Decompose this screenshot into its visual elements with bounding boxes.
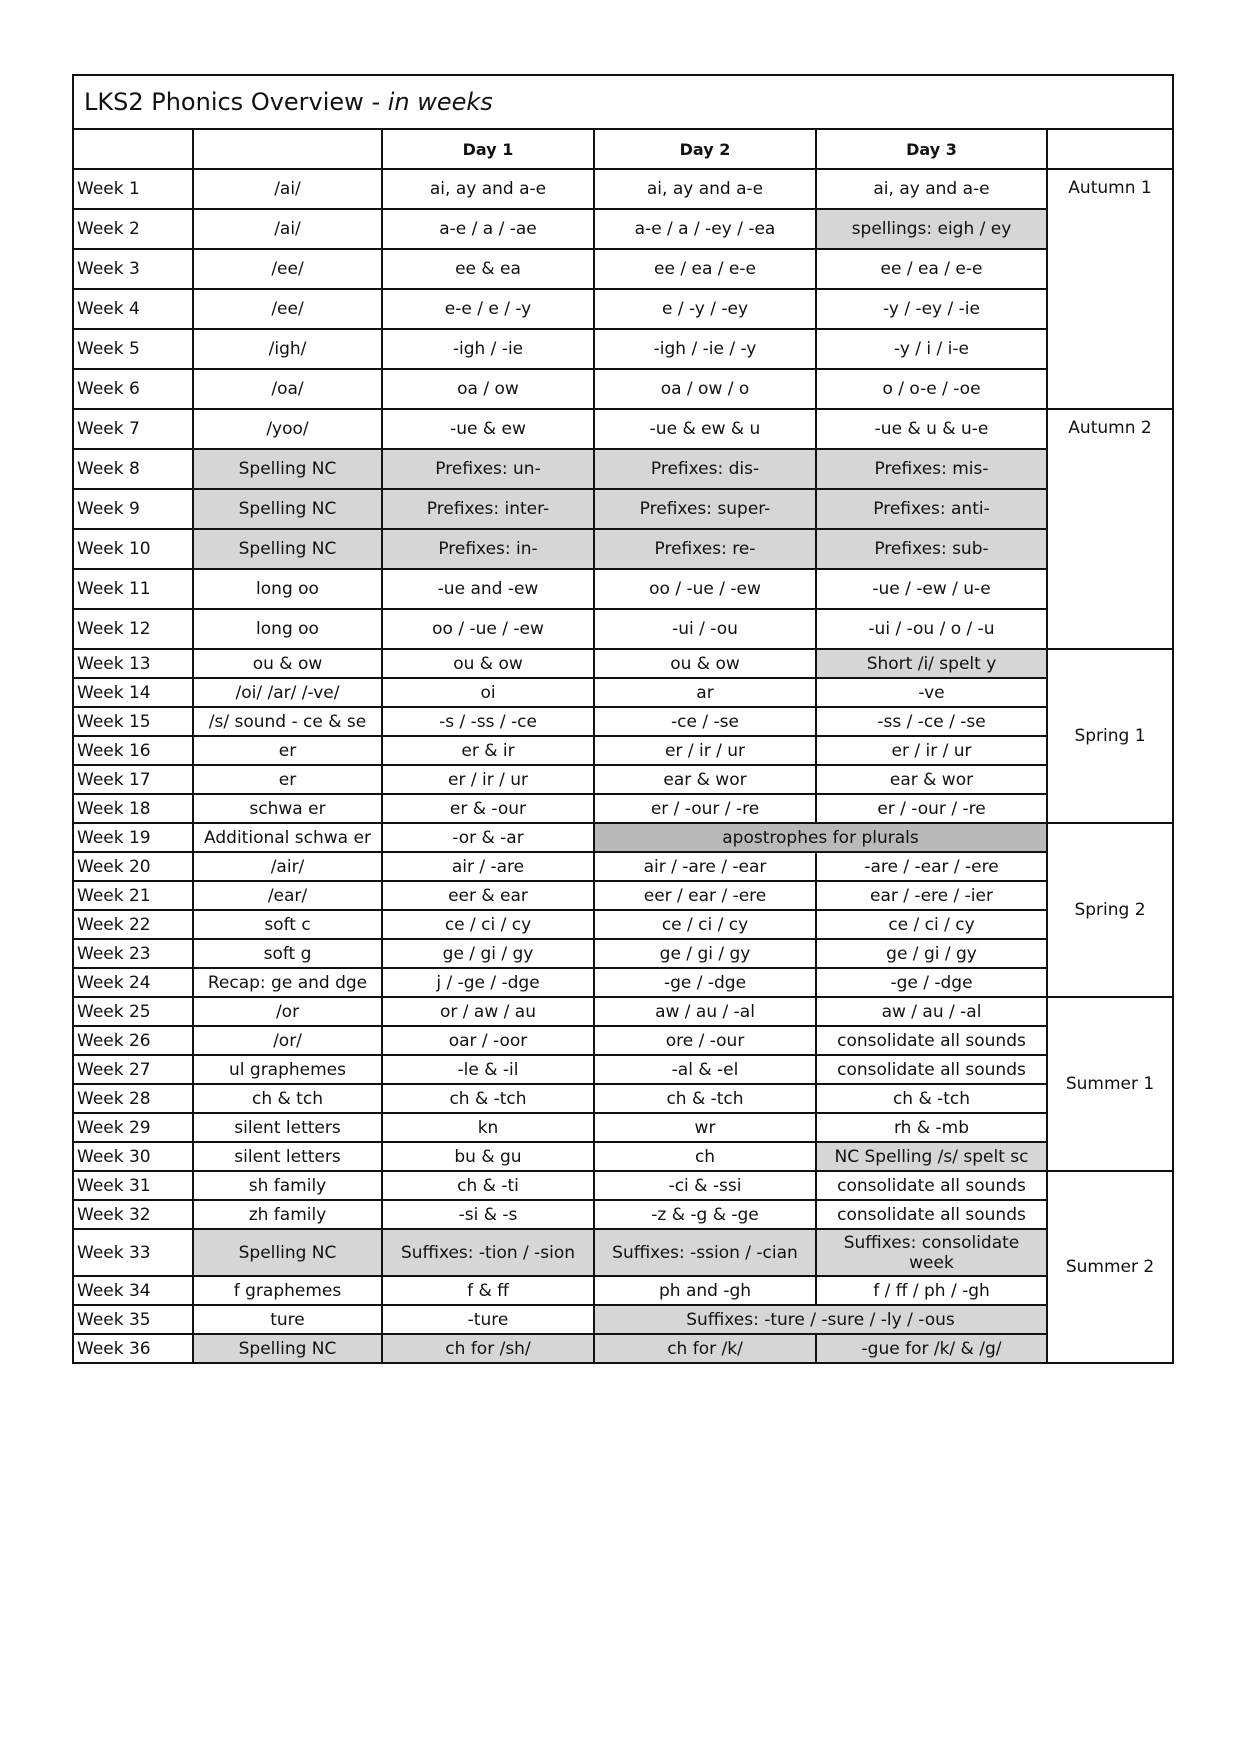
day-1-cell: oa / ow <box>382 369 594 409</box>
week-label: Week 21 <box>73 881 193 910</box>
table-row <box>73 1113 1173 1142</box>
day-2-cell: -ui / -ou <box>594 609 816 649</box>
day-1-cell: air / -are <box>382 852 594 881</box>
table-row <box>73 794 1173 823</box>
day-1-cell: er & -our <box>382 794 594 823</box>
title-emphasis: in weeks <box>387 88 493 116</box>
day-1-cell: ge / gi / gy <box>382 939 594 968</box>
day-2-cell: ee / ea / e-e <box>594 249 816 289</box>
week-label: Week 10 <box>73 529 193 569</box>
table-row <box>73 968 1173 997</box>
day-2-cell: aw / au / -al <box>594 997 816 1026</box>
day-2-cell: oo / -ue / -ew <box>594 569 816 609</box>
day-1-cell: eer & ear <box>382 881 594 910</box>
day-3-cell: er / ir / ur <box>816 736 1047 765</box>
focus-cell: /ee/ <box>193 249 382 289</box>
table-row <box>73 1200 1173 1229</box>
day-1-cell: ai, ay and a-e <box>382 169 594 209</box>
term-cell: Spring 2 <box>1047 823 1173 997</box>
day-2-cell: ge / gi / gy <box>594 939 816 968</box>
day-3-cell: ch & -tch <box>816 1084 1047 1113</box>
table-row <box>73 1084 1173 1113</box>
day-3-cell: consolidate all sounds <box>816 1055 1047 1084</box>
focus-cell: zh family <box>193 1200 382 1229</box>
day-1-cell: -si & -s <box>382 1200 594 1229</box>
table-row <box>73 649 1173 678</box>
day-1-cell: kn <box>382 1113 594 1142</box>
focus-cell: /ai/ <box>193 169 382 209</box>
table-row <box>73 449 1173 489</box>
table-row <box>73 209 1173 249</box>
day-1-cell: -ue and -ew <box>382 569 594 609</box>
day-2-cell: wr <box>594 1113 816 1142</box>
day-2-cell: -ge / -dge <box>594 968 816 997</box>
focus-cell: /or/ <box>193 1026 382 1055</box>
term-cell: Summer 1 <box>1047 997 1173 1171</box>
day-3-cell: er / -our / -re <box>816 794 1047 823</box>
table-row <box>73 369 1173 409</box>
day-2-cell: -ce / -se <box>594 707 816 736</box>
day-3-cell: NC Spelling /s/ spelt sc <box>816 1142 1047 1171</box>
day-3-cell: consolidate all sounds <box>816 1026 1047 1055</box>
focus-cell: Additional schwa er <box>193 823 382 852</box>
table-row <box>73 707 1173 736</box>
table-row <box>73 823 1173 852</box>
day-2-cell: ch for /k/ <box>594 1334 816 1363</box>
day-2-cell: er / -our / -re <box>594 794 816 823</box>
focus-cell: er <box>193 765 382 794</box>
title-row <box>73 75 1173 129</box>
day-3-cell: -ue / -ew / u-e <box>816 569 1047 609</box>
day-3-cell: -ue & u & u-e <box>816 409 1047 449</box>
table-row <box>73 939 1173 968</box>
day-1-cell: j / -ge / -dge <box>382 968 594 997</box>
focus-cell: /oi/ /ar/ /-ve/ <box>193 678 382 707</box>
focus-cell: ul graphemes <box>193 1055 382 1084</box>
week-label: Week 19 <box>73 823 193 852</box>
day-2-cell: ou & ow <box>594 649 816 678</box>
focus-cell: /or <box>193 997 382 1026</box>
week-label: Week 11 <box>73 569 193 609</box>
day-1-cell: -le & -il <box>382 1055 594 1084</box>
week-label: Week 28 <box>73 1084 193 1113</box>
day-3-cell: -ve <box>816 678 1047 707</box>
week-label: Week 36 <box>73 1334 193 1363</box>
day-1-cell: Prefixes: in- <box>382 529 594 569</box>
week-label: Week 25 <box>73 997 193 1026</box>
focus-cell: Spelling NC <box>193 449 382 489</box>
day-3-cell: Prefixes: anti- <box>816 489 1047 529</box>
week-label: Week 7 <box>73 409 193 449</box>
day-1-cell: -or & -ar <box>382 823 594 852</box>
day-3-cell: ear & wor <box>816 765 1047 794</box>
day-2-cell: eer / ear / -ere <box>594 881 816 910</box>
week-label: Week 4 <box>73 289 193 329</box>
day-1-cell: bu & gu <box>382 1142 594 1171</box>
day-2-cell: ar <box>594 678 816 707</box>
focus-cell: long oo <box>193 609 382 649</box>
table-row <box>73 169 1173 209</box>
header-focus <box>193 129 382 169</box>
week-label: Week 26 <box>73 1026 193 1055</box>
day-2-cell: oa / ow / o <box>594 369 816 409</box>
day-2-cell: -z & -g & -ge <box>594 1200 816 1229</box>
focus-cell: silent letters <box>193 1142 382 1171</box>
week-label: Week 1 <box>73 169 193 209</box>
day-2-cell: e / -y / -ey <box>594 289 816 329</box>
header-term <box>1047 129 1173 169</box>
day-3-cell: Suffixes: consolidate week <box>816 1229 1047 1276</box>
header-row <box>73 129 1173 169</box>
table-row <box>73 569 1173 609</box>
week-label: Week 18 <box>73 794 193 823</box>
day-3-cell: ee / ea / e-e <box>816 249 1047 289</box>
focus-cell: soft c <box>193 910 382 939</box>
focus-cell: soft g <box>193 939 382 968</box>
day-1-cell: f & ff <box>382 1276 594 1305</box>
day-1-cell: ce / ci / cy <box>382 910 594 939</box>
table-row <box>73 529 1173 569</box>
day-3-cell: -gue for /k/ & /g/ <box>816 1334 1047 1363</box>
table-row <box>73 609 1173 649</box>
table-row <box>73 1229 1173 1276</box>
focus-cell: Spelling NC <box>193 1229 382 1276</box>
table-row <box>73 678 1173 707</box>
focus-cell: er <box>193 736 382 765</box>
header-day-1: Day 1 <box>382 129 594 169</box>
week-label: Week 34 <box>73 1276 193 1305</box>
week-label: Week 5 <box>73 329 193 369</box>
week-label: Week 3 <box>73 249 193 289</box>
title-main: LKS2 Phonics Overview - <box>84 88 388 116</box>
week-label: Week 20 <box>73 852 193 881</box>
day-3-cell: ai, ay and a-e <box>816 169 1047 209</box>
day-2-cell: ph and -gh <box>594 1276 816 1305</box>
day-1-cell: er & ir <box>382 736 594 765</box>
day-1-cell: -igh / -ie <box>382 329 594 369</box>
table-row <box>73 1026 1173 1055</box>
day-1-cell: Prefixes: un- <box>382 449 594 489</box>
day-1-cell: Prefixes: inter- <box>382 489 594 529</box>
day-1-cell: e-e / e / -y <box>382 289 594 329</box>
day-1-cell: or / aw / au <box>382 997 594 1026</box>
focus-cell: schwa er <box>193 794 382 823</box>
table-row <box>73 489 1173 529</box>
day-1-cell: a-e / a / -ae <box>382 209 594 249</box>
day-3-cell: -ge / -dge <box>816 968 1047 997</box>
day-2-cell: a-e / a / -ey / -ea <box>594 209 816 249</box>
table-row <box>73 997 1173 1026</box>
day-3-cell: ce / ci / cy <box>816 910 1047 939</box>
day-2-cell: er / ir / ur <box>594 736 816 765</box>
day-2-cell: Suffixes: -ssion / -cian <box>594 1229 816 1276</box>
day-3-cell: -ui / -ou / o / -u <box>816 609 1047 649</box>
focus-cell: Spelling NC <box>193 1334 382 1363</box>
week-label: Week 8 <box>73 449 193 489</box>
week-label: Week 32 <box>73 1200 193 1229</box>
table-row <box>73 1276 1173 1305</box>
week-label: Week 13 <box>73 649 193 678</box>
page-title <box>73 75 1173 129</box>
day-3-cell: rh & -mb <box>816 1113 1047 1142</box>
focus-cell: f graphemes <box>193 1276 382 1305</box>
week-label: Week 24 <box>73 968 193 997</box>
focus-cell: sh family <box>193 1171 382 1200</box>
week-label: Week 29 <box>73 1113 193 1142</box>
week-label: Week 22 <box>73 910 193 939</box>
focus-cell: /yoo/ <box>193 409 382 449</box>
day-1-cell: ch & -ti <box>382 1171 594 1200</box>
week-label: Week 2 <box>73 209 193 249</box>
day-2-cell: Prefixes: dis- <box>594 449 816 489</box>
focus-cell: long oo <box>193 569 382 609</box>
day-2-cell: ore / -our <box>594 1026 816 1055</box>
day-2-cell: ai, ay and a-e <box>594 169 816 209</box>
day-3-cell: aw / au / -al <box>816 997 1047 1026</box>
day-1-cell: oi <box>382 678 594 707</box>
day-1-cell: ou & ow <box>382 649 594 678</box>
term-cell: Autumn 2 <box>1047 409 1173 649</box>
header-day-3: Day 3 <box>816 129 1047 169</box>
term-cell: Summer 2 <box>1047 1171 1173 1363</box>
table-row <box>73 1305 1173 1334</box>
day-3-cell: -ss / -ce / -se <box>816 707 1047 736</box>
table-row <box>73 1055 1173 1084</box>
table-row <box>73 409 1173 449</box>
table-row <box>73 852 1173 881</box>
day-3-cell: o / o-e / -oe <box>816 369 1047 409</box>
focus-cell: Spelling NC <box>193 529 382 569</box>
focus-cell: Spelling NC <box>193 489 382 529</box>
day-3-cell: Prefixes: mis- <box>816 449 1047 489</box>
day-3-cell: consolidate all sounds <box>816 1171 1047 1200</box>
header-week <box>73 129 193 169</box>
table-row <box>73 765 1173 794</box>
term-cell: Autumn 1 <box>1047 169 1173 409</box>
table-row <box>73 329 1173 369</box>
table-row <box>73 736 1173 765</box>
week-label: Week 9 <box>73 489 193 529</box>
week-label: Week 6 <box>73 369 193 409</box>
focus-cell: ou & ow <box>193 649 382 678</box>
focus-cell: /oa/ <box>193 369 382 409</box>
focus-cell: /air/ <box>193 852 382 881</box>
term-cell: Spring 1 <box>1047 649 1173 823</box>
focus-cell: ture <box>193 1305 382 1334</box>
focus-cell: /ee/ <box>193 289 382 329</box>
focus-cell: silent letters <box>193 1113 382 1142</box>
week-label: Week 27 <box>73 1055 193 1084</box>
focus-cell: ch & tch <box>193 1084 382 1113</box>
week-label: Week 31 <box>73 1171 193 1200</box>
day-2-3-merged-cell: apostrophes for plurals <box>594 823 1047 852</box>
week-label: Week 17 <box>73 765 193 794</box>
week-label: Week 12 <box>73 609 193 649</box>
table-row <box>73 910 1173 939</box>
day-3-cell: -are / -ear / -ere <box>816 852 1047 881</box>
header-day-2: Day 2 <box>594 129 816 169</box>
phonics-overview-table <box>72 74 1174 1364</box>
focus-cell: /igh/ <box>193 329 382 369</box>
focus-cell: /s/ sound - ce & se <box>193 707 382 736</box>
day-1-cell: ch & -tch <box>382 1084 594 1113</box>
table-row <box>73 1142 1173 1171</box>
day-3-cell: ge / gi / gy <box>816 939 1047 968</box>
day-1-cell: -s / -ss / -ce <box>382 707 594 736</box>
table-row <box>73 1334 1173 1363</box>
day-2-cell: Prefixes: super- <box>594 489 816 529</box>
day-3-cell: consolidate all sounds <box>816 1200 1047 1229</box>
day-3-cell: -y / i / i-e <box>816 329 1047 369</box>
day-2-cell: -igh / -ie / -y <box>594 329 816 369</box>
table-row <box>73 249 1173 289</box>
day-2-cell: air / -are / -ear <box>594 852 816 881</box>
table-row <box>73 881 1173 910</box>
week-label: Week 33 <box>73 1229 193 1276</box>
table-row <box>73 1171 1173 1200</box>
focus-cell: Recap: ge and dge <box>193 968 382 997</box>
table-row <box>73 289 1173 329</box>
day-1-cell: Suffixes: -tion / -sion <box>382 1229 594 1276</box>
day-3-cell: spellings: eigh / ey <box>816 209 1047 249</box>
day-2-cell: ce / ci / cy <box>594 910 816 939</box>
day-1-cell: ch for /sh/ <box>382 1334 594 1363</box>
day-3-cell: f / ff / ph / -gh <box>816 1276 1047 1305</box>
day-2-cell: ch <box>594 1142 816 1171</box>
week-label: Week 16 <box>73 736 193 765</box>
day-1-cell: ee & ea <box>382 249 594 289</box>
week-label: Week 23 <box>73 939 193 968</box>
day-2-cell: -ci & -ssi <box>594 1171 816 1200</box>
week-label: Week 30 <box>73 1142 193 1171</box>
focus-cell: /ear/ <box>193 881 382 910</box>
day-3-cell: -y / -ey / -ie <box>816 289 1047 329</box>
week-label: Week 15 <box>73 707 193 736</box>
day-3-cell: Prefixes: sub- <box>816 529 1047 569</box>
day-1-cell: -ue & ew <box>382 409 594 449</box>
day-1-cell: oo / -ue / -ew <box>382 609 594 649</box>
day-1-cell: oar / -oor <box>382 1026 594 1055</box>
week-label: Week 14 <box>73 678 193 707</box>
day-2-cell: ear & wor <box>594 765 816 794</box>
day-2-cell: -ue & ew & u <box>594 409 816 449</box>
day-2-cell: ch & -tch <box>594 1084 816 1113</box>
week-label: Week 35 <box>73 1305 193 1334</box>
day-1-cell: er / ir / ur <box>382 765 594 794</box>
day-2-cell: -al & -el <box>594 1055 816 1084</box>
focus-cell: /ai/ <box>193 209 382 249</box>
day-3-cell: Short /i/ spelt y <box>816 649 1047 678</box>
day-2-cell: Prefixes: re- <box>594 529 816 569</box>
day-3-cell: ear / -ere / -ier <box>816 881 1047 910</box>
day-2-3-merged-cell: Suffixes: -ture / -sure / -ly / -ous <box>594 1305 1047 1334</box>
day-1-cell: -ture <box>382 1305 594 1334</box>
